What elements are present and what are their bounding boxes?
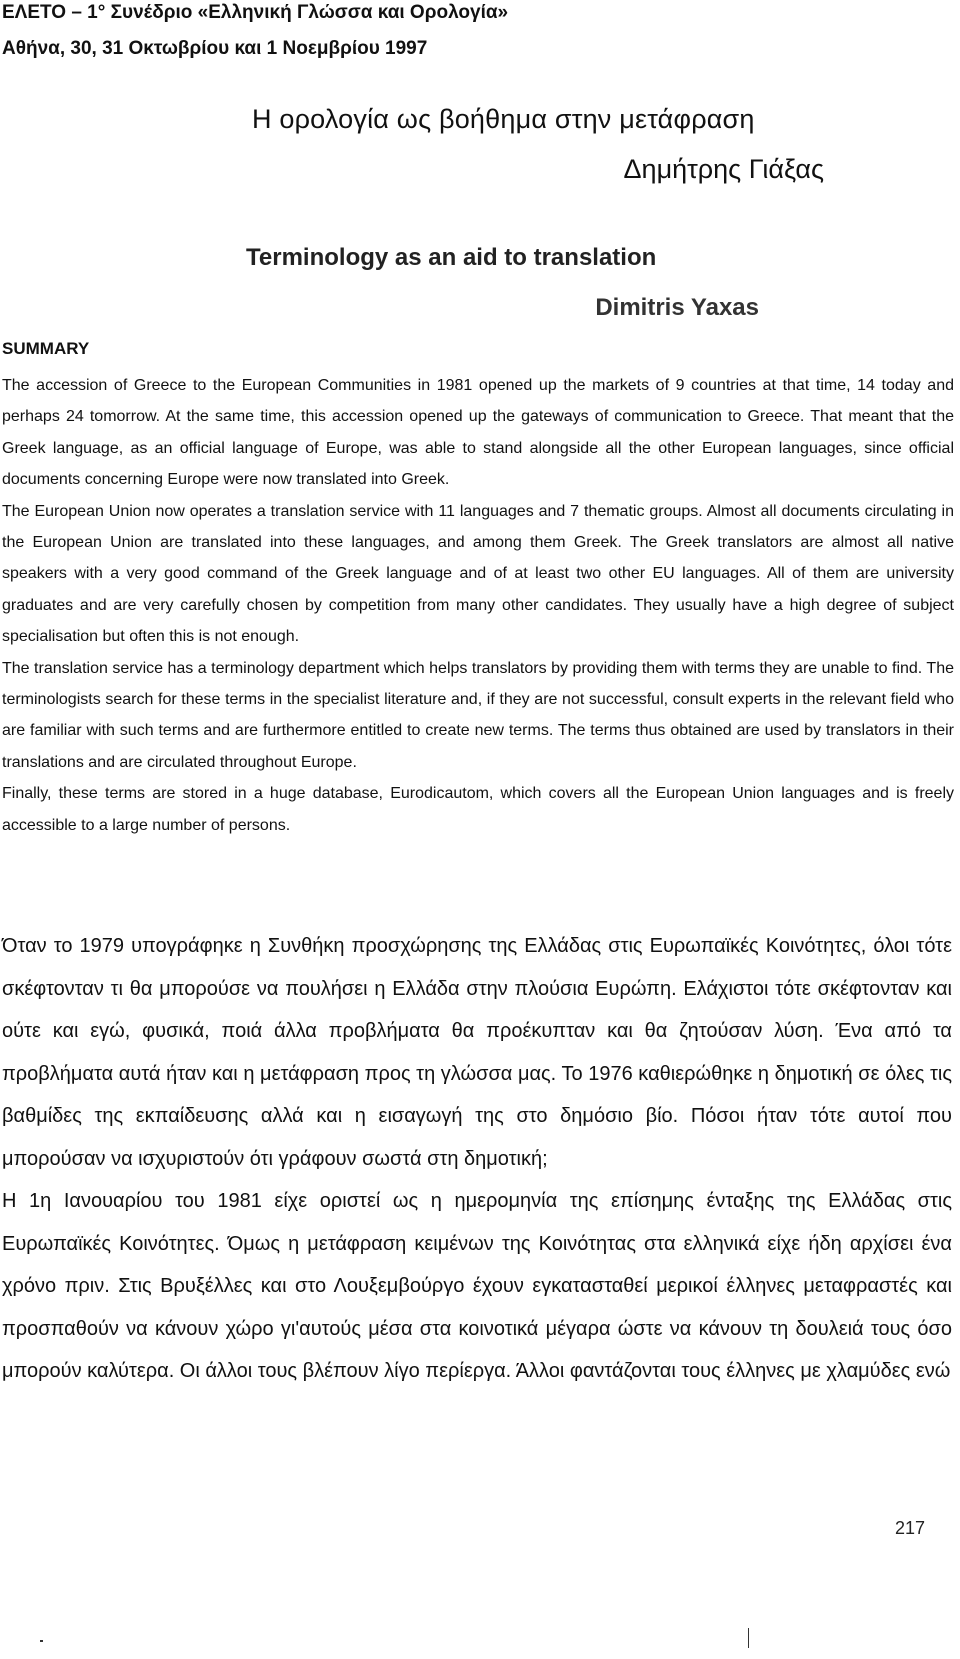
author-name-greek: Δημήτρης Γιάξας — [623, 154, 824, 184]
conference-header: ΕΛΕΤΟ – 1° Συνέδριο «Ελληνική Γλώσσα και Ορολογία» — [2, 2, 509, 23]
paper-title-english: Terminology as an aid to translation — [246, 244, 657, 271]
scan-mark — [40, 1640, 43, 1642]
summary-paragraph: The accession of Greece to the European Communities in 1981 opened up the markets of 9 countries at that time, 14 today and perhaps 24 tomorrow. At the same time, this accession opened up the gateways of communication to Greece. That meant that the Greek language, as an official language of Europe, was able to stand alongside all the other European languages, since official documents concerning Europe were now translated into Greek. — [2, 377, 954, 489]
summary-paragraph: Finally, these terms are stored in a huge database, Eurodicautom, which covers all the European Union languages and is freely accessible to a large number of persons. — [2, 785, 954, 834]
body-paragraph: Η 1η Ιανουαρίου του 1981 είχε οριστεί ως η ημερομηνία της επίσημης ένταξης της Ελλάδας στις Ευρωπαϊκές Κοινότητες. Όμως η μετάφραση κειμένων της Κοινότητας στα ελληνικά είχε ήδη αρχίσει ένα χρόνο πριν. Στις Βρυξέλλες και στο Λουξεμβούργο έχουν εγκατασταθεί μερικοί έλληνες μεταφραστές και προσπαθούν να κάνουν χώρο γι'αυτούς μέσα στα κοινοτικά μέγαρα ώστε να κάνουν τη δουλειά τους όσο μπορούν καλύτερα. Οι άλλοι τους βλέπουν λίγο περίεργα. Άλλοι φαντάζονται τους έλληνες με χλαμύδες ενώ — [2, 1190, 952, 1382]
body-text-greek — [2, 925, 952, 1393]
paper-title-greek: Η ορολογία ως βοήθημα στην μετάφραση — [252, 104, 755, 134]
summary-section — [2, 370, 954, 841]
summary-heading: SUMMARY — [2, 339, 90, 358]
conference-dates: Αθήνα, 30, 31 Οκτωβρίου και 1 Νοεμβρίου 1997 — [2, 38, 428, 59]
summary-paragraph: The European Union now operates a translation service with 11 languages and 7 thematic groups. Almost all documents circulating in the European Union are translated into these languages, and among them Greek. The Greek translators are almost all native speakers with a very good command of the Greek language and of at least two other EU languages. All of them are university graduates and are very carefully chosen by competition from many other candidates. They usually have a high degree of subject specialisation but often this is not enough. — [2, 502, 954, 646]
scan-mark — [748, 1628, 749, 1648]
page-number: 217 — [894, 1518, 925, 1538]
body-paragraph: Όταν το 1979 υπογράφηκε η Συνθήκη προσχώρησης της Ελλάδας στις Ευρωπαϊκές Κοινότητες, όλοι τότε σκέφτονταν τι θα μπορούσε να πουλήσει η Ελλάδα στην πλούσια Ευρώπη. Ελάχιστοι τότε σκέφτονταν και ούτε και εγώ, φυσικά, ποιά άλλα προβλήματα θα προέκυπταν και θα ζητούσαν λύση. Ένα από τα προβλήματα αυτά ήταν και η μετάφραση προς τη γλώσσα μας. Το 1976 καθιερώθηκε η δημοτική σε όλες τις βαθμίδες της εκπαίδευσης αλλά και η εισαγωγή της στο δημόσιο βίο. Πόσοι ήταν τότε αυτοί που μπορούσαν να ισχυριστούν ότι γράφουν σωστά στη δημοτική; — [2, 935, 952, 1170]
summary-paragraph: The translation service has a terminology department which helps translators by providing them with terms they are unable to find. The terminologists search for these terms in the specialist literature and, if they are not successful, consult experts in the relevant field who are familiar with such terms and are furthermore entitled to create new terms. The terms thus obtained are used by translators in their translations and are circulated throughout Europe. — [2, 659, 954, 771]
author-name-english: Dimitris Yaxas — [595, 294, 759, 321]
